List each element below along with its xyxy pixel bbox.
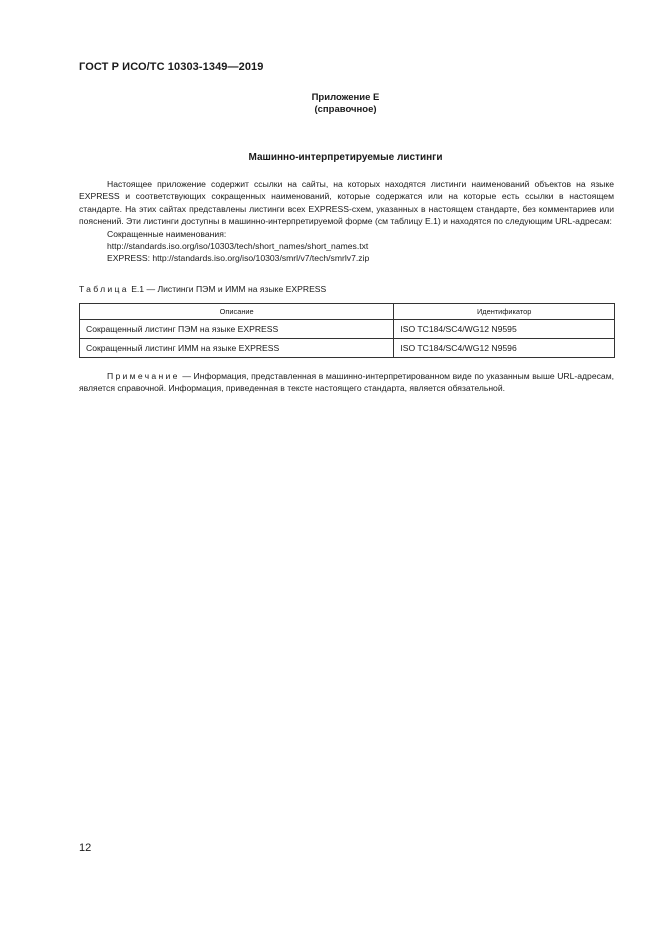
listings-table <box>79 303 615 358</box>
cell-description: Сокращенный листинг ПЭМ на языке EXPRESS <box>80 320 394 339</box>
standard-header: ГОСТ Р ИСО/ТС 10303-1349—2019 <box>79 61 264 73</box>
table-header-row <box>80 304 615 320</box>
note-label: Примечание <box>107 371 180 381</box>
table-caption-prefix: Таблица <box>79 284 129 294</box>
column-header-identifier: Идентификатор <box>394 304 615 320</box>
table-caption-text: Е.1 — Листинги ПЭМ и ИММ на языке EXPRESS <box>131 284 327 294</box>
note <box>79 370 614 395</box>
column-header-description: Описание <box>80 304 394 320</box>
intro-paragraph: Настоящее приложение содержит ссылки на сайты, на которых находятся листинги наименований объектов на языке EXPRESS и соответствующих сокращенных наименований, которые содержатся или на которые есть ссылки в настоящем стандарте. На этих сайтах представлены листинги всех EXPRESS-схем, указанных в настоящем стандарте, без комментариев или пояснений. Эти листинги доступны в машинно-интерпретируемой форме (см таблицу Е.1) и находятся по следующим URL-адресам: <box>79 179 614 227</box>
table-row <box>80 339 615 358</box>
annex-status: (справочное) <box>314 104 377 115</box>
short-names-label: Сокращенные наименования: <box>107 228 227 239</box>
page-number: 12 <box>79 842 92 854</box>
note-text: — Информация, представленная в машинно-интерпретированном виде по указанным выше URL-адресам, является справочной. Информация, приведенная в тексте настоящего стандарта, является обязательной. <box>79 371 614 394</box>
cell-identifier: ISO TC184/SC4/WG12 N9596 <box>394 339 615 358</box>
cell-identifier: ISO TC184/SC4/WG12 N9595 <box>394 320 615 339</box>
short-names-url: http://standards.iso.org/iso/10303/tech/short_names/short_names.txt <box>107 241 369 252</box>
section-title: Машинно-интерпретируемые листинги <box>248 152 443 163</box>
annex-heading <box>0 92 661 116</box>
body-text <box>79 178 614 265</box>
annex-title: Приложение Е <box>311 92 380 103</box>
cell-description: Сокращенный листинг ИММ на языке EXPRESS <box>80 339 394 358</box>
table-row <box>80 320 615 339</box>
express-url: EXPRESS: http://standards.iso.org/iso/10303/smrl/v7/tech/smrlv7.zip <box>107 253 370 264</box>
table-caption <box>79 284 326 294</box>
